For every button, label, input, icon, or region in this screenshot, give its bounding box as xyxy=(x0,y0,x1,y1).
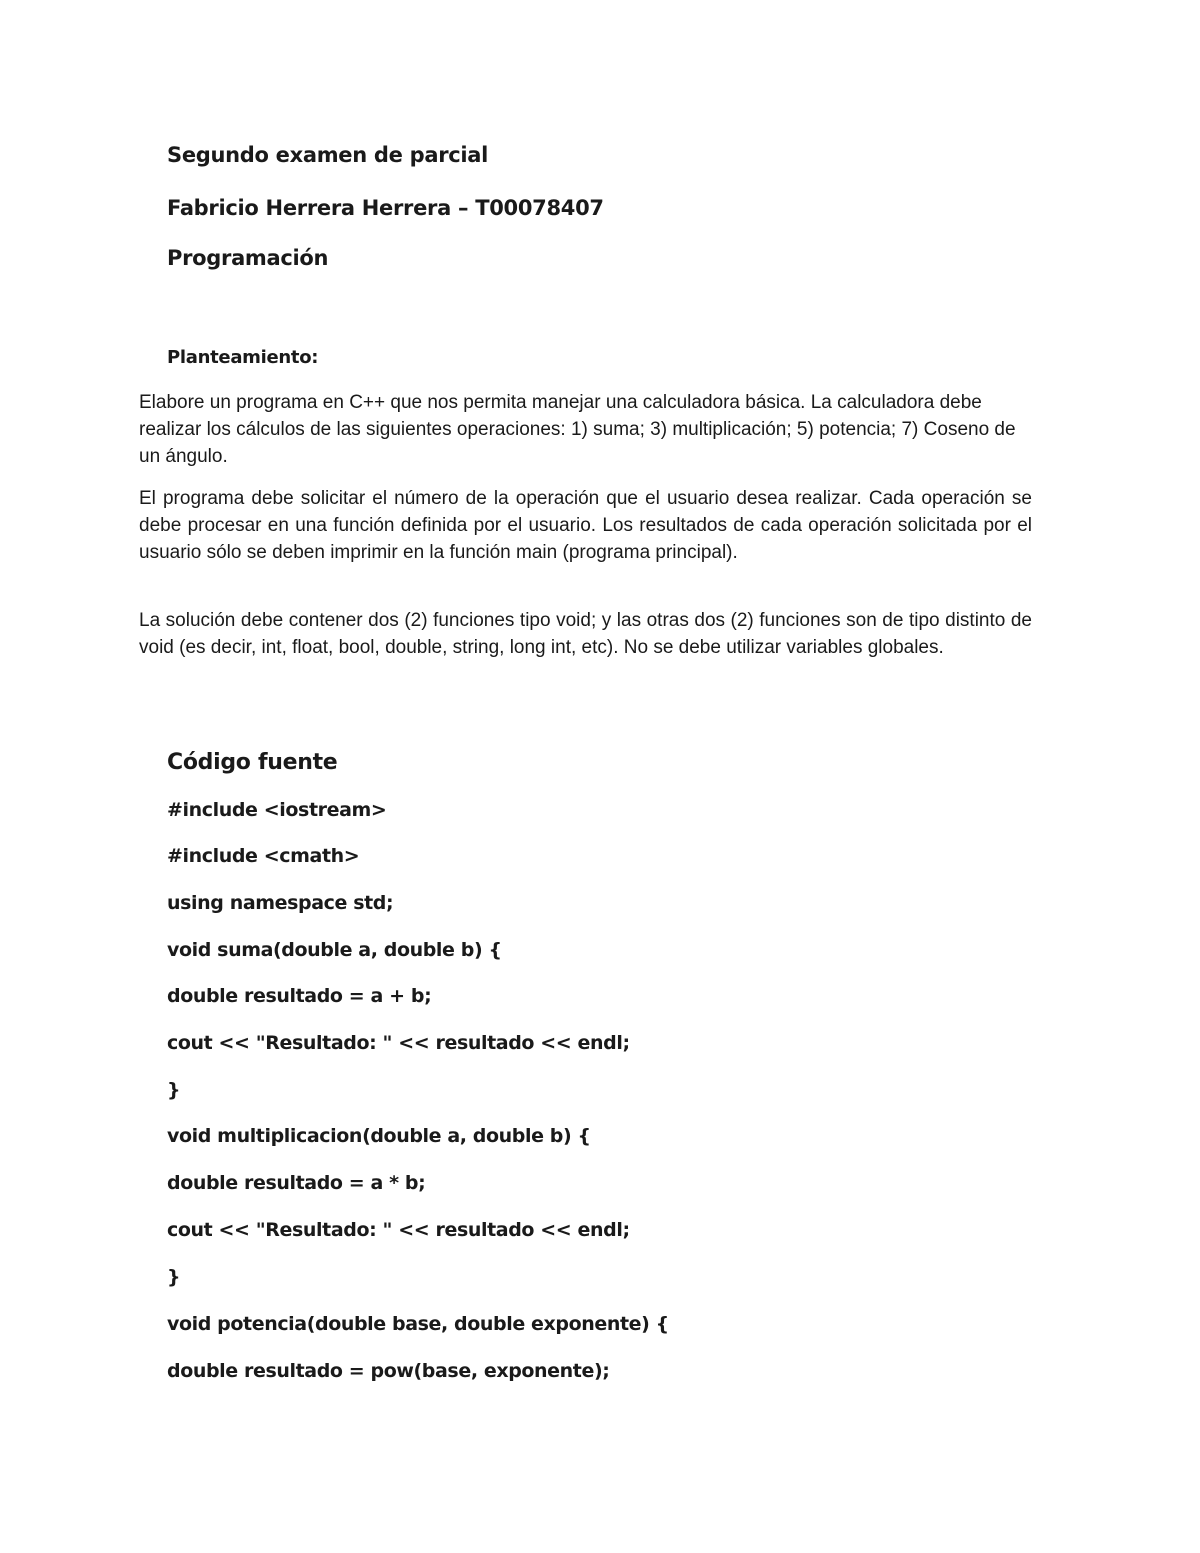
statement-heading: Planteamiento: xyxy=(167,347,319,368)
code-line: double resultado = pow(base, exponente); xyxy=(167,1360,610,1382)
author-line: Fabricio Herrera Herrera – T00078407 xyxy=(167,196,604,220)
code-line: #include <cmath> xyxy=(167,845,360,867)
code-line: cout << "Resultado: " << resultado << endl; xyxy=(167,1032,630,1054)
statement-paragraph-1: Elabore un programa en C++ que nos permita manejar una calculadora básica. La calculadora debe realizar los cálculos de las siguientes operaciones: 1) suma; 3) multiplicación; 5) potencia; 7) Coseno de un ángulo. xyxy=(139,392,1016,467)
code-line: #include <iostream> xyxy=(167,799,387,821)
statement-paragraph-2: El programa debe solicitar el número de la operación que el usuario desea realizar. Cada operación se debe procesar en una función definida por el usuario. Los resultados de cada operación solicitada por el usuario sólo se deben imprimir en la función main (programa principal). xyxy=(139,488,1032,563)
subject-line: Programación xyxy=(167,246,329,270)
code-line: } xyxy=(167,1079,181,1101)
code-line: double resultado = a * b; xyxy=(167,1172,426,1194)
code-line: void suma(double a, double b) { xyxy=(167,939,502,961)
source-code-heading: Código fuente xyxy=(167,750,338,775)
code-line: double resultado = a + b; xyxy=(167,985,432,1007)
code-line: void multiplicacion(double a, double b) { xyxy=(167,1125,591,1147)
document-title: Segundo examen de parcial xyxy=(167,143,489,167)
statement-paragraph-3: La solución debe contener dos (2) funciones tipo void; y las otras dos (2) funciones son de tipo distinto de void (es decir, int, float, bool, double, string, long int, etc). No se debe utilizar variables globales. xyxy=(139,610,1032,658)
code-line: cout << "Resultado: " << resultado << endl; xyxy=(167,1219,630,1241)
code-line: using namespace std; xyxy=(167,892,394,914)
code-line: void potencia(double base, double exponente) { xyxy=(167,1313,669,1335)
code-line: } xyxy=(167,1266,181,1288)
